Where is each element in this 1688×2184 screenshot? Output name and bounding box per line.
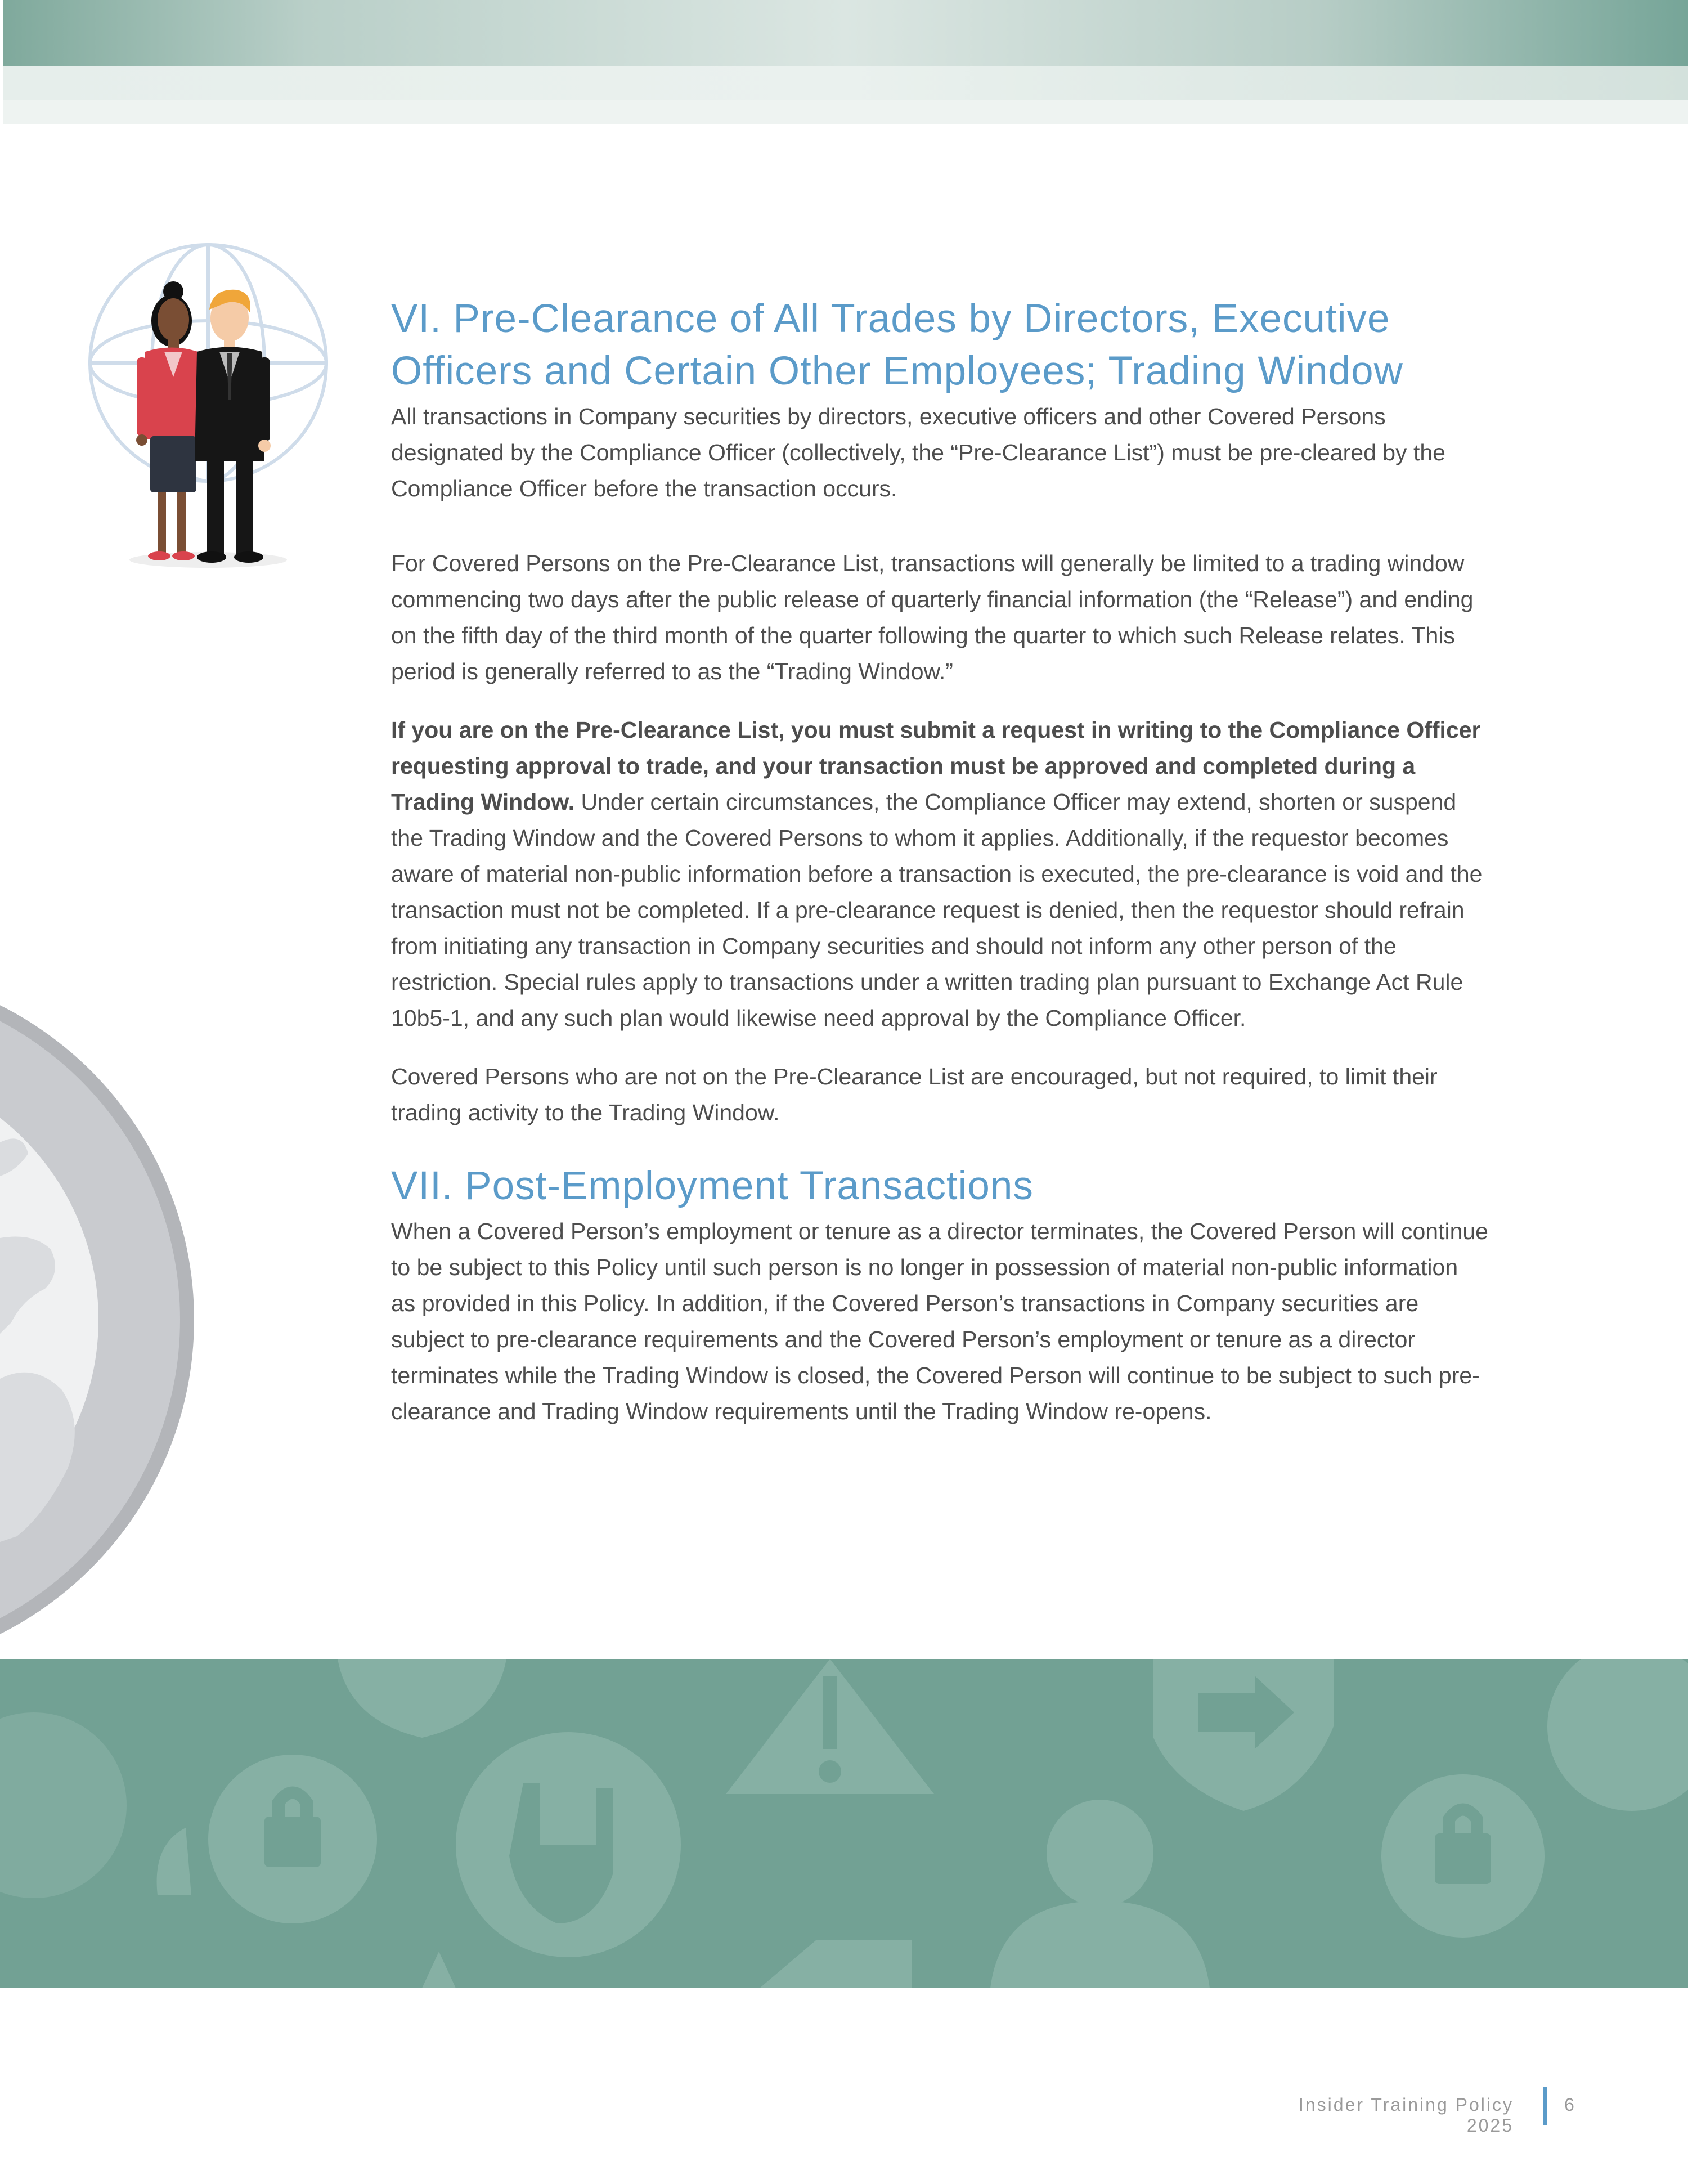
decorative-icon-band — [0, 1659, 1688, 1988]
emphasis-text: If you are on the Pre-Clearance List, you must submit a request in writing to the Compliance Officer requesting approval to trade, and your transaction must be approved and completed during a Trading Window. — [391, 717, 1481, 815]
paragraph: For Covered Persons on the Pre-Clearance List, transactions will generally be limited to a trading window commencing two days after the public release of quarterly financial information (the “Release”) and ending on the fifth day of the third month of the quarter following the quarter to which such Release relates. This period is generally referred to as the “Trading Window.” — [391, 550, 1474, 684]
footer-divider — [1543, 2087, 1547, 2125]
header-band-tertiary — [3, 100, 1688, 124]
paragraph: Covered Persons who are not on the Pre-Clearance List are encouraged, but not required, to limit their trading activity to the Trading Window. — [391, 1064, 1438, 1125]
paragraph: All transactions in Company securities by directors, executive officers and other Covered Persons designated by the Compliance Officer (collectively, the “Pre-Clearance List”) must be pre-cleared by the Compliance Officer before the transaction occurs. — [391, 403, 1445, 501]
shield-icon — [0, 1712, 127, 1898]
shield-icon — [338, 1659, 506, 1738]
main-content — [391, 293, 1488, 1429]
watermark-icons — [0, 1659, 1688, 1988]
paragraph-text: Under certain circumstances, the Compliance Officer may extend, shorten or suspend the Trading Window and the Covered Persons to whom it applies. Additionally, if the requestor becomes aware of material non-public information before a transaction is executed, the pre-clearance is void and the transaction must not be completed. If a pre-clearance request is denied, then the requestor should refrain from initiating any transaction in Company securities and should not inform any other person of the restriction. Special rules apply to transactions under a written trading plan pursuant to Exchange Act Rule 10b5-1, and any such plan would likewise need approval by the Compliance Officer. — [391, 789, 1483, 1031]
globe-illustration — [0, 974, 208, 1677]
shield-arrow-icon — [1153, 1659, 1334, 1811]
paragraph — [391, 712, 1488, 1036]
paragraph: When a Covered Person’s employment or tenure as a director terminates, the Covered Person will continue to be subject to this Policy until such person is no longer in possession of material non-public information as provided in this Policy. In addition, if the Covered Person’s transactions in Company securities are subject to pre-clearance requirements and the Covered Person’s employment or tenure as a director terminates while the Trading Window is closed, the Covered Person will continue to be subject to such pre-clearance and Trading Window requirements until the Trading Window re-opens. — [391, 1218, 1488, 1424]
person-icon — [1047, 1800, 1153, 1907]
header-band — [3, 0, 1688, 66]
page-number: 6 — [1564, 2095, 1574, 2115]
header-band-secondary — [3, 66, 1688, 100]
people-globe-illustration — [79, 236, 338, 574]
hand-icon — [1547, 1659, 1688, 1811]
section-heading-post-employment: VII. Post-Employment Transactions — [391, 1164, 1034, 1208]
footer-title: Insider Training Policy 2025 — [1298, 2095, 1514, 2136]
section-heading-pre-clearance: VI. Pre-Clearance of All Trades by Directors, Executive Officers and Certain Other Employees; Trading Window — [391, 297, 1403, 393]
